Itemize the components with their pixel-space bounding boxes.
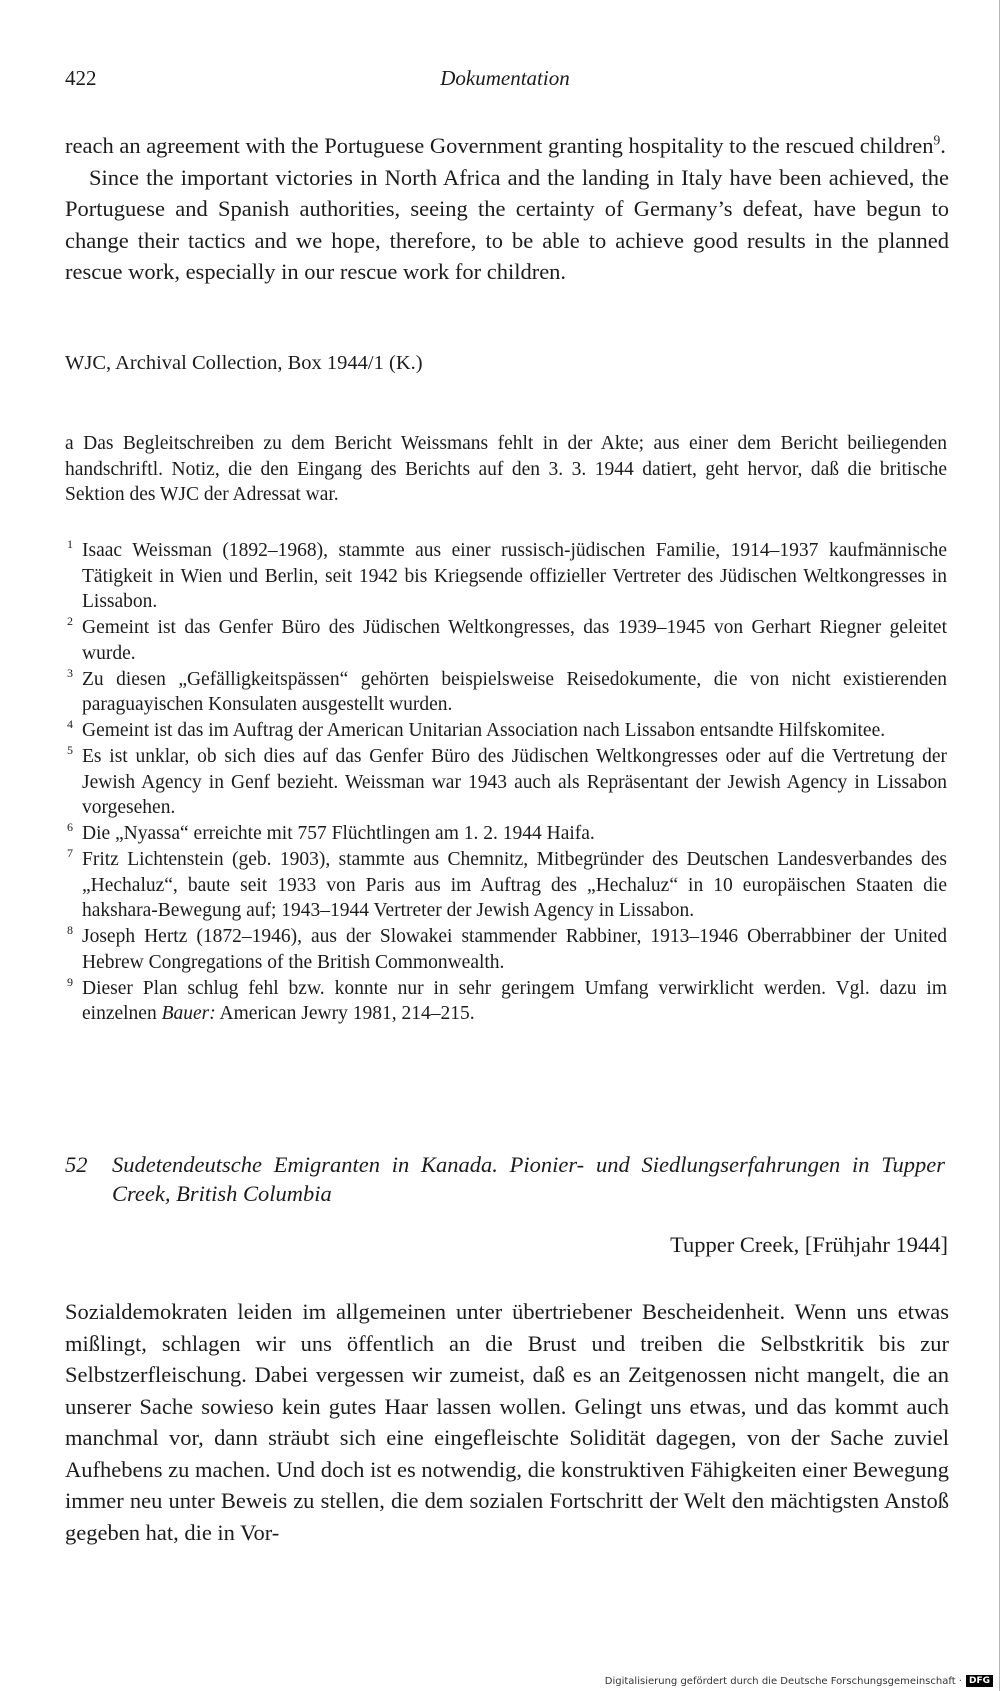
intro-paragraph-2: Since the important victories in North Africa and the landing in Italy have been achieved, the Portuguese and Spanish authorities, seeing the certainty of Germany’s defeat, have begun to change their tactics and we hope, therefore, to be able to achieve good results in the planned rescue work, especially in our rescue work for children. [65, 164, 949, 284]
footnote-number: 7 [67, 846, 73, 860]
dfg-logo: DFG [966, 1675, 993, 1687]
footnote-text: Gemeint ist das im Auftrag der American Unitarian Association nach Lissabon entsandte Hilfskomitee. [82, 720, 886, 741]
footnote-number: 8 [67, 923, 73, 937]
intro-paragraph-1-text: reach an agreement with the Portuguese Government granting hospitality to the rescued children [65, 133, 934, 158]
page-number: 422 [65, 66, 97, 90]
footnote-text-end: American Jewry 1981, 214–215. [215, 1003, 475, 1024]
footnote-text: Fritz Lichtenstein (geb. 1903), stammte aus Chemnitz, Mitbegründer des Deutschen Landesverbandes des „Hechaluz“, baute seit 1933 von Paris aus im Auftrag des „Hechaluz“ in 10 europäischen Staaten die hakshara-Bewegung auf; 1943–1944 Vertreter der Jewish Agency in Lissabon. [82, 849, 947, 921]
footnote-number: 1 [67, 537, 73, 551]
footnote-text: Dieser Plan schlug fehl bzw. konnte nur in sehr geringem Umfang verwirklicht werden. Vgl. dazu im einzelnen [82, 977, 947, 1024]
footnote-author: Bauer: [161, 1003, 216, 1024]
footnote-ref-9: 9 [933, 132, 941, 148]
footnote-7 [65, 847, 947, 924]
footnote-text: Gemeint ist das Genfer Büro des Jüdischen Weltkongresses, das 1939–1945 von Gerhart Riegner geleitet wurde. [82, 617, 947, 664]
document-number: 52 [65, 1152, 88, 1177]
document-body-paragraph: Sozialdemokraten leiden im allgemeinen unter übertriebener Bescheidenheit. Wenn uns etwas mißlingt, schlagen wir uns öffentlich an die Brust und treiben die Selbstkritik bis zur Selbstzerfleischung. Dabei vergessen wir zumeist, daß es an Zeitgenossen nicht mangelt, die an unserer Sache sowieso kein gutes Haar lassen wollen. Gelingt uns etwas, und das kommt auch manchmal vor, dann sträubt sich eine eingefleischte Solidität dagegen, von der Sache zuviel Aufhebens zu machen. Und doch ist es notwendig, die konstruktiven Fähigkeiten einer Bewegung immer neu unter Beweis zu stellen, die dem sozialen Fortschritt der Welt den mächtigsten Anstoß gegeben hat, die in Vor- [65, 1299, 949, 1545]
place-date: Tupper Creek, [Frühjahr 1944] [670, 1232, 948, 1257]
footnote-4 [65, 718, 947, 744]
footnote-5 [65, 744, 947, 821]
footnote-number: 9 [67, 974, 73, 989]
editorial-note: a Das Begleitschreiben zu dem Bericht Weissmans fehlt in der Akte; aus einer dem Bericht beiliegenden handschriftl. Notiz, die den Eingang des Berichts auf den 3. 3. 1944 datiert, geht hervor, daß die britische Sektion des WJC der Adressat war. [65, 433, 947, 505]
footnote-number: 2 [67, 614, 73, 628]
footnote-text: Joseph Hertz (1872–1946), aus der Slowakei stammender Rabbiner, 1913–1946 Oberrabbiner der United Hebrew Congregations of the British Commonwealth. [82, 926, 947, 973]
footnote-6 [65, 821, 947, 847]
intro-paragraph-1 [65, 130, 949, 162]
document-heading [65, 1150, 945, 1208]
footnote-8 [65, 924, 947, 975]
intro-text [65, 130, 949, 288]
footnote-text: Zu diesen „Gefälligkeitspässen“ gehörten beispielsweise Reisedokumente, die von nicht existierenden paraguayischen Konsulaten ausgestellt wurden. [82, 668, 947, 715]
footnote-9 [65, 976, 947, 1027]
footnote-number: 6 [67, 820, 73, 834]
source-citation: WJC, Archival Collection, Box 1944/1 (K.) [65, 352, 423, 374]
intro-paragraph-1-end: . [940, 133, 946, 158]
footnote-text: Die „Nyassa“ erreichte mit 757 Flüchtlingen am 1. 2. 1944 Haifa. [82, 823, 595, 844]
digitization-credit-text: Digitalisierung gefördert durch die Deutsche Forschungsgemeinschaft · [604, 1676, 962, 1687]
footnote-1 [65, 538, 947, 615]
document-body [65, 1296, 949, 1548]
digitization-credit [605, 1675, 993, 1687]
running-head: Dokumentation [440, 66, 570, 90]
footnotes [65, 538, 947, 1027]
document-title: Sudetendeutsche Emigranten in Kanada. Pionier- und Siedlungserfahrungen in Tupper Creek, British Columbia [112, 1152, 945, 1206]
footnote-3 [65, 667, 947, 718]
footnote-2 [65, 615, 947, 666]
footnote-number: 3 [67, 665, 73, 680]
footnote-number: 5 [67, 743, 73, 757]
footnote-text: Isaac Weissman (1892–1968), stammte aus einer russisch-jüdischen Familie, 1914–1937 kaufmännische Tätigkeit in Wien und Berlin, seit 1942 bis Kriegsende offizieller Vertreter des Jüdischen Weltkongresses in Lissabon. [82, 540, 947, 612]
page-header [65, 66, 945, 96]
footnote-number: 4 [67, 717, 73, 731]
footnote-text: Es ist unklar, ob sich dies auf das Genfer Büro des Jüdischen Weltkongresses oder auf die Vertretung der Jewish Agency in Genf bezieht. Weissman war 1943 auch als Repräsentant der Jewish Agency in Lissabon vorgesehen. [82, 746, 947, 818]
